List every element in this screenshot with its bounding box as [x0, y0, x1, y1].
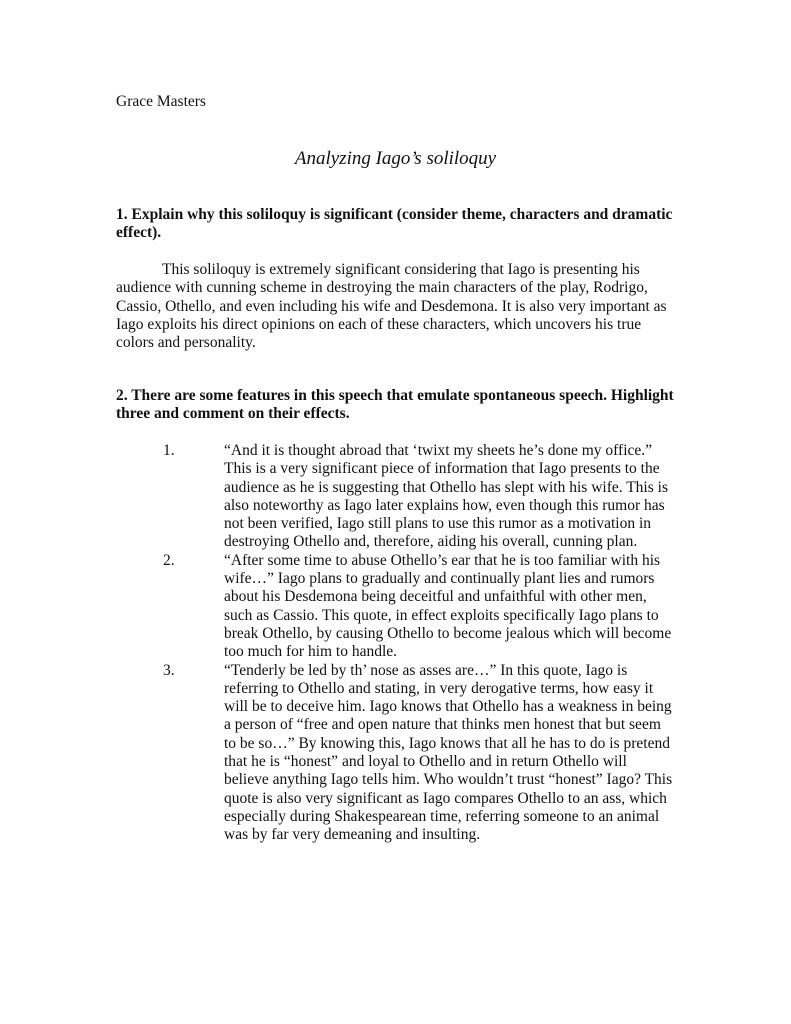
question-2-heading: 2. There are some features in this speech that emulate spontaneous speech. Highlight three and comment on their effects.	[116, 387, 674, 423]
question-1-answer: This soliloquy is extremely significant considering that Iago is presenting his audience with cunning scheme in destroying the main characters of the play, Rodrigo, Cassio, Othello, and even including his wife and Desdemona. It is also very important as Iago exploits his direct opinions on each of these characters, which uncovers his true colors and personality.	[116, 261, 667, 352]
list-item-text: “And it is thought abroad that ‘twixt my sheets he’s done my office.” This is a very significant piece of information that Iago presents to the audience as he is suggesting that Othello has slept with his wife. This is also noteworthy as Iago later explains how, even though this rumor has not been verified, Iago still plans to use this rumor as a motivation in destroying Othello and, therefore, aiding his overall, cunning plan.	[224, 442, 668, 551]
list-item-number: 2.	[163, 551, 175, 569]
document-title: Analyzing Iago’s soliloquy	[294, 148, 497, 169]
list-item-text: “Tenderly be led by th’ nose as asses are…” In this quote, Iago is referring to Othello and stating, in very derogative terms, how easy it will be to deceive him. Iago knows that Othello has a weakness in being a person of “free and open nature that thinks men honest that but seem to be so…” By knowing this, Iago knows that all he has to do is pretend that he is “honest” and loyal to Othello and in return Othello will believe anything Iago tells him. Who wouldn’t trust “honest” Iago? This quote is also very significant as Iago compares Othello to an ass, which especially during Shakespearean time, referring someone to an animal was by far very demeaning and insulting.	[224, 661, 673, 844]
question-1-heading: 1. Explain why this soliloquy is significant (consider theme, characters and dramatic effect).	[116, 206, 673, 242]
list-item-number: 1.	[163, 442, 175, 459]
list-item	[116, 662, 676, 845]
author-name: Grace Masters	[116, 93, 206, 110]
list-item	[116, 552, 676, 662]
numbered-points-list	[116, 442, 676, 845]
list-item-text: “After some time to abuse Othello’s ear that he is too familiar with his wife…” Iago plans to gradually and continually plant lies and rumors about his Desdemona being deceitful and unfaithful with other men, such as Cassio. This quote, in effect exploits specifically Iago plans to break Othello, by causing Othello to become jealous which will become too much for him to handle.	[224, 551, 672, 661]
list-item	[116, 442, 676, 552]
list-item-number: 3.	[163, 661, 175, 679]
